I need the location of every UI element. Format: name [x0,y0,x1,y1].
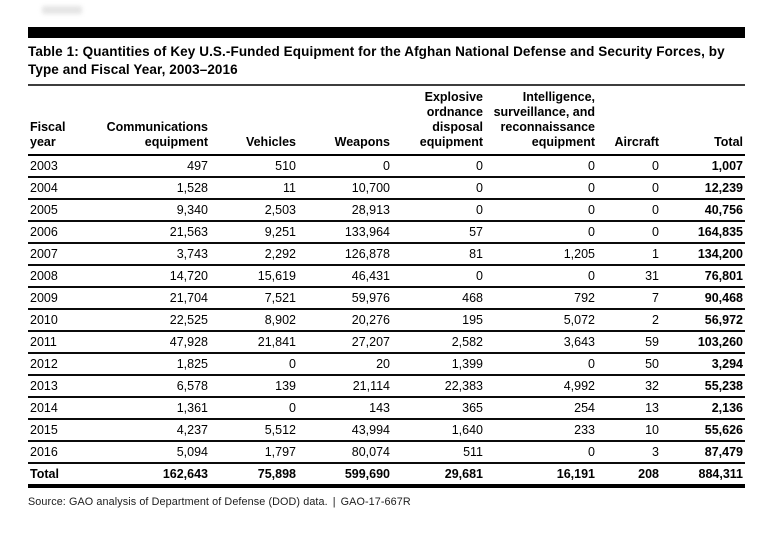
value-cell: 55,626 [661,419,745,441]
table-title: Table 1: Quantities of Key U.S.-Funded Equipment for the Afghan National Defense and Security Forces, by Type and Fiscal Year, 2003–2016 [28,44,725,77]
value-cell: 162,643 [86,463,210,486]
fiscal-year-cell: 2010 [28,309,86,331]
value-cell: 468 [392,287,485,309]
fiscal-year-cell: Total [28,463,86,486]
value-cell: 0 [485,353,597,375]
value-cell: 0 [392,199,485,221]
equipment-table [28,90,745,488]
value-cell: 3,643 [485,331,597,353]
value-cell: 1,797 [210,441,298,463]
table-total-row [28,463,745,486]
value-cell: 0 [597,177,661,199]
value-cell: 9,340 [86,199,210,221]
fiscal-year-cell: 2004 [28,177,86,199]
value-cell: 233 [485,419,597,441]
value-cell: 143 [298,397,392,419]
table-header [28,90,745,155]
value-cell: 75,898 [210,463,298,486]
value-cell: 5,094 [86,441,210,463]
value-cell: 76,801 [661,265,745,287]
table-row [28,221,745,243]
report-id: GAO-17-667R [340,496,411,509]
value-cell: 5,512 [210,419,298,441]
value-cell: 2,136 [661,397,745,419]
value-cell: 0 [485,265,597,287]
value-cell: 31 [597,265,661,287]
value-cell: 4,237 [86,419,210,441]
value-cell: 15,619 [210,265,298,287]
value-cell: 511 [392,441,485,463]
table-row [28,243,745,265]
value-cell: 0 [392,155,485,177]
value-cell: 57 [392,221,485,243]
table-row [28,353,745,375]
table-row [28,397,745,419]
value-cell: 365 [392,397,485,419]
table-row [28,309,745,331]
value-cell: 0 [485,199,597,221]
table-row [28,375,745,397]
value-cell: 29,681 [392,463,485,486]
table-row [28,331,745,353]
value-cell: 59,976 [298,287,392,309]
fiscal-year-cell: 2012 [28,353,86,375]
table-row [28,287,745,309]
value-cell: 139 [210,375,298,397]
column-header-weapons: Weapons [298,90,392,155]
value-cell: 2,292 [210,243,298,265]
value-cell: 1,361 [86,397,210,419]
column-header-isr-equipment: Intelligence, surveillance, and reconnaissance equipment [485,90,597,155]
value-cell: 5,072 [485,309,597,331]
value-cell: 87,479 [661,441,745,463]
value-cell: 792 [485,287,597,309]
value-cell: 195 [392,309,485,331]
header-row [28,90,745,155]
value-cell: 510 [210,155,298,177]
value-cell: 0 [210,353,298,375]
title-divider [28,84,745,86]
value-cell: 14,720 [86,265,210,287]
value-cell: 126,878 [298,243,392,265]
table-body [28,155,745,486]
value-cell: 0 [485,155,597,177]
column-header-fiscal-year: Fiscal year [28,90,86,155]
value-cell: 32 [597,375,661,397]
value-cell: 10,700 [298,177,392,199]
fiscal-year-cell: 2005 [28,199,86,221]
source-line [28,496,745,508]
value-cell: 22,525 [86,309,210,331]
value-cell: 12,239 [661,177,745,199]
value-cell: 2,582 [392,331,485,353]
value-cell: 13 [597,397,661,419]
value-cell: 4,992 [485,375,597,397]
value-cell: 1,528 [86,177,210,199]
value-cell: 1,825 [86,353,210,375]
fiscal-year-cell: 2013 [28,375,86,397]
value-cell: 1,640 [392,419,485,441]
value-cell: 1,007 [661,155,745,177]
value-cell: 7 [597,287,661,309]
table-row [28,419,745,441]
value-cell: 0 [597,155,661,177]
value-cell: 7,521 [210,287,298,309]
value-cell: 21,114 [298,375,392,397]
value-cell: 81 [392,243,485,265]
scan-artifact [42,6,82,14]
value-cell: 2,503 [210,199,298,221]
value-cell: 80,074 [298,441,392,463]
value-cell: 0 [392,265,485,287]
fiscal-year-cell: 2015 [28,419,86,441]
column-header-communications: Communications equipment [86,90,210,155]
column-header-vehicles: Vehicles [210,90,298,155]
value-cell: 2 [597,309,661,331]
value-cell: 56,972 [661,309,745,331]
title-bar [28,27,745,38]
value-cell: 3,294 [661,353,745,375]
value-cell: 254 [485,397,597,419]
value-cell: 21,563 [86,221,210,243]
value-cell: 884,311 [661,463,745,486]
value-cell: 21,704 [86,287,210,309]
value-cell: 46,431 [298,265,392,287]
value-cell: 40,756 [661,199,745,221]
value-cell: 0 [392,177,485,199]
value-cell: 133,964 [298,221,392,243]
value-cell: 47,928 [86,331,210,353]
value-cell: 8,902 [210,309,298,331]
value-cell: 55,238 [661,375,745,397]
fiscal-year-cell: 2007 [28,243,86,265]
value-cell: 3,743 [86,243,210,265]
fiscal-year-cell: 2006 [28,221,86,243]
source-text: Source: GAO analysis of Department of Defense (DOD) data. [28,496,328,509]
value-cell: 134,200 [661,243,745,265]
value-cell: 599,690 [298,463,392,486]
value-cell: 20,276 [298,309,392,331]
table-row [28,155,745,177]
fiscal-year-cell: 2016 [28,441,86,463]
source-separator: | [332,496,336,509]
value-cell: 27,207 [298,331,392,353]
value-cell: 9,251 [210,221,298,243]
value-cell: 3 [597,441,661,463]
table-row [28,441,745,463]
fiscal-year-cell: 2003 [28,155,86,177]
value-cell: 16,191 [485,463,597,486]
value-cell: 10 [597,419,661,441]
value-cell: 1,399 [392,353,485,375]
table-row [28,199,745,221]
column-header-aircraft: Aircraft [597,90,661,155]
fiscal-year-cell: 2008 [28,265,86,287]
value-cell: 0 [597,199,661,221]
value-cell: 1,205 [485,243,597,265]
fiscal-year-cell: 2014 [28,397,86,419]
value-cell: 59 [597,331,661,353]
report-page [28,27,745,508]
value-cell: 28,913 [298,199,392,221]
value-cell: 11 [210,177,298,199]
value-cell: 497 [86,155,210,177]
value-cell: 208 [597,463,661,486]
column-header-eod-equipment: Explosive ordnance disposal equipment [392,90,485,155]
table-row [28,265,745,287]
value-cell: 50 [597,353,661,375]
value-cell: 0 [485,221,597,243]
value-cell: 20 [298,353,392,375]
fiscal-year-cell: 2009 [28,287,86,309]
value-cell: 21,841 [210,331,298,353]
table-row [28,177,745,199]
value-cell: 22,383 [392,375,485,397]
value-cell: 0 [485,177,597,199]
value-cell: 164,835 [661,221,745,243]
value-cell: 6,578 [86,375,210,397]
value-cell: 0 [597,221,661,243]
value-cell: 103,260 [661,331,745,353]
fiscal-year-cell: 2011 [28,331,86,353]
value-cell: 43,994 [298,419,392,441]
value-cell: 0 [298,155,392,177]
value-cell: 0 [210,397,298,419]
column-header-total: Total [661,90,745,155]
value-cell: 1 [597,243,661,265]
value-cell: 90,468 [661,287,745,309]
value-cell: 0 [485,441,597,463]
